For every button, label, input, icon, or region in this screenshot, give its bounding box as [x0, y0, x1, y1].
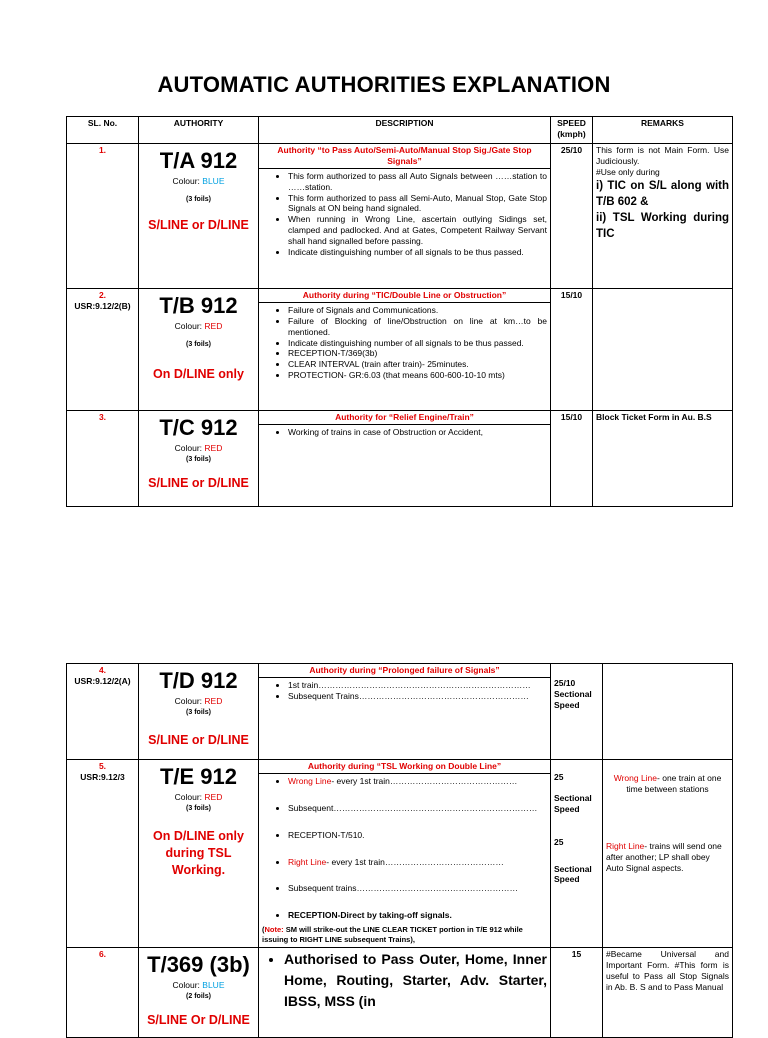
- colour-value: BLUE: [202, 176, 225, 187]
- list-item: • Failure of Blocking of line/Obstruction on line at km…to be mentioned.: [288, 316, 547, 338]
- note: (Note: SM will strike-out the LINE CLEAR TICKET portion in T/E 912 while issuing to RIGHT LINE subsequent Trains),: [262, 925, 523, 944]
- list-item: • When running in Wrong Line, ascertain outlying Sidings set, clamped and padlocked. And at Gates, Competent Railway Servant shall hand signalled before passing.: [288, 214, 547, 247]
- speed-note: Sectional: [554, 863, 592, 874]
- remarks-text: #Became Universal and Important Form. #This form is useful to Pass all Stop Signals in Ab. B. S and to Pass Manual: [603, 948, 733, 1038]
- description-list: [262, 305, 547, 381]
- list-item: • Subsequent………………………………………………………………: [288, 803, 547, 814]
- authority-name: T/369 (3b): [147, 952, 250, 977]
- speed-note: Sectional: [554, 688, 592, 699]
- list-item: • RECEPTION-T/510.: [288, 830, 547, 841]
- list-item: • Authorised to Pass Outer, Home, Inner Home, Routing, Starter, Adv. Starter, IBSS, MSS (in: [284, 949, 547, 1012]
- authority-name: T/C 912: [159, 415, 238, 440]
- line-type: S/LINE or D/LINE: [148, 218, 249, 233]
- foils: (3 foils): [186, 456, 211, 464]
- line-type: S/LINE or D/LINE: [148, 733, 249, 748]
- table-header-row: [67, 117, 733, 144]
- sl-number: 3.: [98, 412, 107, 422]
- line-type: On D/LINE only: [153, 367, 244, 382]
- list-item: • PROTECTION- GR:6.03 (that means 600-600-10-10 mts): [288, 370, 547, 381]
- line-type: On D/LINE only during TSL Working.: [153, 829, 244, 877]
- sl-number: 5.: [98, 761, 107, 771]
- speed: 15/10: [551, 411, 593, 507]
- colour-value: BLUE: [202, 980, 225, 991]
- speed: 25: [554, 772, 564, 782]
- foils: (3 foils): [186, 805, 211, 813]
- colour-label: Colour:: [172, 980, 200, 991]
- table-row: [67, 144, 733, 289]
- speed: 25/10: [554, 678, 576, 688]
- speed: 15: [551, 948, 603, 1038]
- description-heading: Authority “to Pass Auto/Semi-Auto/Manual Stop Sig./Gate Stop Signals”: [259, 145, 550, 169]
- speed: 25/10: [551, 144, 593, 289]
- header-speed: SPEED (kmph): [551, 117, 593, 144]
- authority-name: T/B 912: [159, 293, 238, 318]
- table-row: [67, 760, 733, 948]
- remarks-text: i) TIC on S/L along with T/B 602 &: [596, 179, 729, 208]
- remarks-text: This form is not Main Form. Use Judiciously.: [596, 145, 729, 166]
- list-item: • Indicate distinguishing number of all signals to be thus passed.: [288, 247, 547, 258]
- list-item: • 1st train…………………………………………………………………: [288, 680, 547, 691]
- foils: (2 foils): [186, 993, 211, 1001]
- table-row: [67, 411, 733, 507]
- usr-ref: USR:9.12/3: [80, 771, 125, 782]
- speed-note: Speed: [554, 699, 580, 710]
- foils: (3 foils): [186, 709, 211, 717]
- usr-ref: USR:9.12/2(B): [74, 300, 131, 311]
- description-list: [262, 171, 547, 258]
- sl-number: 6.: [98, 949, 107, 959]
- table-row: [67, 289, 733, 411]
- colour-label: Colour:: [174, 443, 203, 454]
- header-authority: AUTHORITY: [139, 117, 259, 144]
- speed-note: Sectional: [554, 792, 592, 803]
- speed-note: Speed: [554, 803, 580, 814]
- header-remarks: REMARKS: [593, 117, 733, 144]
- line-type: S/LINE or D/LINE: [148, 476, 249, 491]
- remarks-text: #Use only during: [596, 166, 660, 177]
- description-list: [262, 949, 547, 1012]
- authorities-table-2: [66, 663, 733, 1038]
- list-item: • Working of trains in case of Obstruction or Accident,: [288, 427, 547, 438]
- sl-number: 1.: [98, 145, 107, 155]
- remarks-text: Wrong Line- one train at one time between stations: [613, 773, 722, 794]
- list-item: • Indicate distinguishing number of all signals to be thus passed.: [288, 338, 547, 349]
- description-list: [262, 776, 547, 921]
- list-item: • Failure of Signals and Communications.: [288, 305, 547, 316]
- table-row: [67, 664, 733, 760]
- description-heading: Authority during “TSL Working on Double Line”: [259, 761, 550, 774]
- remarks-text: Block Ticket Form in Au. B.S: [596, 412, 712, 422]
- authority-name: T/D 912: [159, 668, 238, 693]
- line-type: S/LINE Or D/LINE: [147, 1013, 250, 1028]
- colour-label: Colour:: [172, 176, 200, 187]
- colour-label: Colour:: [174, 321, 203, 332]
- sl-number: 2.: [98, 290, 107, 300]
- remarks-text: Right Line- trains will send one after another; LP shall obey Auto Signal aspects.: [606, 840, 722, 873]
- list-item: • RECEPTION-Direct by taking-off signals.: [288, 910, 547, 921]
- page-title: AUTOMATIC AUTHORITIES EXPLANATION: [157, 72, 611, 97]
- header-sl: SL. No.: [67, 117, 139, 144]
- table-row: [67, 948, 733, 1038]
- list-item: • Subsequent Trains……………………………………………………: [288, 691, 547, 702]
- colour-label: Colour:: [174, 792, 203, 803]
- remarks-text: ii) TSL Working during TIC: [596, 211, 729, 240]
- authority-name: T/A 912: [159, 148, 238, 173]
- foils: (3 foils): [186, 196, 211, 204]
- sl-number: 4.: [98, 665, 107, 675]
- colour-value: RED: [204, 321, 223, 332]
- colour-value: RED: [204, 696, 223, 707]
- speed: 15/10: [551, 289, 593, 411]
- description-heading: Authority during “TIC/Double Line or Obstruction”: [259, 290, 550, 303]
- list-item: • Subsequent trains…………………………………………………: [288, 883, 547, 894]
- foils: (3 foils): [186, 341, 211, 349]
- speed-note: Speed: [554, 874, 580, 885]
- colour-value: RED: [204, 792, 223, 803]
- header-description: DESCRIPTION: [259, 117, 551, 144]
- description-list: [262, 427, 547, 438]
- colour-label: Colour:: [174, 696, 203, 707]
- list-item: • Wrong Line- every 1st train………………………………………: [288, 776, 547, 787]
- list-item: • Right Line- every 1st train……………………………………: [288, 857, 547, 868]
- list-item: • This form authorized to pass all Auto Signals between ……station to ……station.: [288, 171, 547, 193]
- authorities-table-1: [66, 116, 733, 507]
- list-item: • CLEAR INTERVAL (train after train)- 25minutes.: [288, 359, 547, 370]
- authority-name: T/E 912: [159, 764, 238, 789]
- list-item: • RECEPTION-T/369(3b): [288, 348, 547, 359]
- description-heading: Authority for “Relief Engine/Train”: [259, 412, 550, 425]
- colour-value: RED: [204, 443, 223, 454]
- speed: 25: [554, 836, 564, 847]
- list-item: • This form authorized to pass all Semi-Auto, Manual Stop, Gate Stop Signals at ON being hand signaled.: [288, 193, 547, 215]
- description-heading: Authority during “Prolonged failure of Signals”: [259, 665, 550, 678]
- usr-ref: USR:9.12/2(A): [74, 675, 131, 686]
- description-list: [262, 680, 547, 702]
